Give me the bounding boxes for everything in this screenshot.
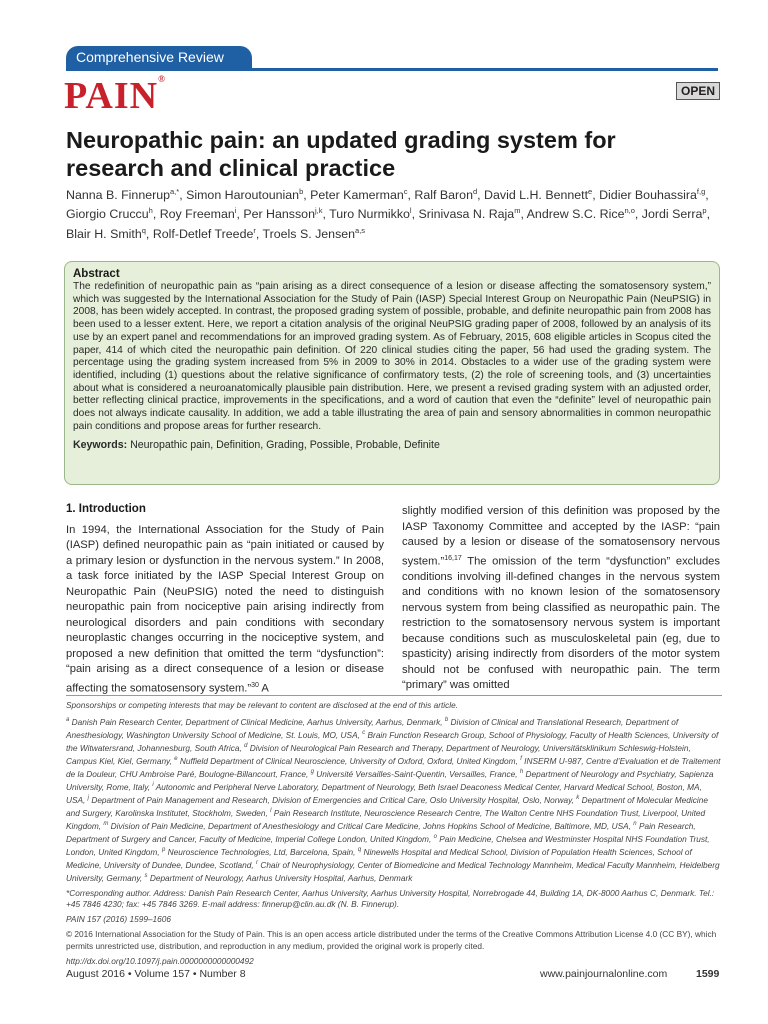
author-affiliation-mark: q	[141, 225, 146, 235]
citation-ref[interactable]: 16,17	[444, 554, 462, 562]
journal-website-link[interactable]: www.painjournalonline.com	[540, 968, 668, 980]
page-number: 1599	[696, 968, 720, 980]
author-name: Giorgio Cruccu	[66, 207, 149, 222]
author-name: Turo Nurmikko	[329, 207, 410, 222]
author-name: David L.H. Bennett	[484, 188, 589, 203]
author-affiliation-mark: d	[472, 187, 478, 196]
author-affiliation-mark: i	[234, 206, 237, 216]
journal-name: PAIN	[64, 75, 159, 117]
author-affiliation-mark: c	[403, 187, 408, 196]
affiliation-text: Pain Research Institute, Neuroscience Research Centre, The Walton Centre NHS Foundation Trust, Liverpool, United Kingdom,	[66, 807, 706, 831]
article-title: Neuropathic pain: an updated grading system for research and clinical practice	[66, 127, 616, 181]
affiliation-text: Ninewells Hospital and Medical School, Division of Population Health Sciences, School of Medicine, University of Dundee, Dundee, Scotland,	[66, 846, 692, 870]
affiliation-key: k	[576, 795, 580, 802]
author-affiliation-mark: r	[253, 225, 256, 235]
section-tab: Comprehensive Review	[66, 46, 252, 68]
citation-line: PAIN 157 (2016) 1599–1606	[66, 914, 172, 925]
affiliation-key: e	[174, 756, 178, 763]
author-name: Troels S. Jensen	[262, 226, 356, 241]
author-affiliation-mark: a,s	[355, 225, 366, 235]
abstract-box	[64, 261, 720, 485]
affiliation-text: Pain Medicine, Chelsea and Westminster Hospital NHS Foundation Trust, London, United Kingdom,	[66, 833, 710, 857]
affiliation-text: Department of Pain Management and Research, Division of Emergencies and Critical Care, Oslo University Hospital, Oslo, Norway,	[89, 794, 577, 805]
affiliation-key: q	[357, 846, 362, 853]
author-affiliation-mark: l	[409, 206, 412, 216]
affiliation-key: p	[161, 846, 166, 853]
intro-text-left-tail: A	[258, 682, 269, 695]
affiliation-text: Brain Function Research Group, School of Physiology, Faculty of Health Sciences, University of the Witwatersrand, Johannesburg, South Africa,	[66, 729, 719, 753]
author-affiliation-mark: p	[702, 206, 707, 216]
affiliation-key: r	[256, 859, 259, 866]
affiliation-key: l	[270, 807, 272, 814]
affiliation-text: Autonomic and Peripheral Nerve Laboratory, Department of Neurology, Beth Israel Deaconess Medical Center, Harvard Medical School, Boston, MA, USA,	[66, 781, 702, 805]
affiliation-text: Department of Neurology, Aarhus University Hospital, Aarhus, Denmark	[147, 872, 413, 883]
author-list: Nanna B. Finnerup$^{a,*}$, Simon Haroutounian$^b$, Peter Kamerman$^c$, Ralf Baron$^d$, David L.H. Bennett$^e$, Didier Bouhassira$^{f,g}$, Giorgio Cruccu$^h$, Roy Freeman$^i$, Per Hansson$^{j,k}$, Turo Nurmikko$^l$, Srinivasa N. Raja$^m$, Andrew S.C. Rice$^{n,o}$, Jordi Serra$^p$, Blair H. Smith$^q$, Rolf-Detlef Treede$^r$, Troels S. Jensen$^{a,s}$	[66, 187, 711, 241]
affiliation-key: a	[66, 717, 70, 724]
affiliation-key: j	[87, 795, 90, 802]
intro-paragraph	[66, 523, 384, 697]
affiliation-text: Nuffield Department of Clinical Neuroscience, University of Oxford, Oxford, United Kingdom,	[177, 755, 521, 766]
license-note: © 2016 International Association for the Study of Pain. This is an open access article distributed under the terms of the Creative Commons Attribution License 4.0 (CC BY), which permits unrestricted use, distribution, and reproduction in any medium, provided the original work is properly cited.	[66, 929, 717, 951]
section-heading-introduction: 1. Introduction	[66, 503, 146, 515]
author-name: Ralf Baron	[414, 188, 473, 203]
journal-logo	[64, 74, 166, 118]
header-rule	[66, 68, 718, 71]
affiliation-key: f	[520, 756, 522, 763]
affiliation-key: d	[244, 743, 248, 750]
affiliation-key: h	[519, 769, 524, 776]
registered-mark: ®	[158, 74, 166, 84]
affiliations	[66, 715, 722, 884]
author-name: Didier Bouhassira	[599, 188, 697, 203]
doi-link[interactable]: http://dx.doi.org/10.1097/j.pain.0000000000000492	[66, 955, 254, 966]
affiliation-text: Danish Pain Research Center, Department of Clinical Medicine, Aarhus University, Aarhus, Denmark,	[69, 716, 445, 727]
author-affiliation-mark: a,*	[170, 187, 180, 196]
author-name: Srinivasa N. Raja	[418, 207, 515, 222]
author-affiliation-mark: j,k	[314, 206, 323, 216]
author-affiliation-mark: n,o	[624, 206, 635, 216]
citation-ref[interactable]: 30	[251, 681, 259, 689]
affiliation-key: g	[310, 769, 314, 776]
author-affiliation-mark: f,g	[696, 187, 706, 196]
keywords-label: Keywords:	[73, 439, 128, 452]
affiliation-key: i	[152, 782, 154, 789]
abstract-heading: Abstract	[73, 268, 120, 280]
author-name: Simon Haroutounian	[186, 188, 300, 203]
affiliation-text: Division of Neurological Pain Research and Therapy, Department of Neurology, Universitätsklinikum Schleswig-Holstein, Campus Kiel, Kiel, Germany,	[66, 742, 691, 766]
author-affiliation-mark: m	[514, 206, 521, 216]
footnotes	[66, 695, 722, 971]
body-column-left	[66, 502, 384, 697]
keywords-list: Neuropathic pain, Definition, Grading, Possible, Probable, Definite	[130, 439, 440, 452]
affiliation-text: INSERM U-987, Centre d’Evaluation et de Traitement de la Douleur, CHU Ambroise Paré, Boulogne-Billancourt, France,	[66, 755, 721, 779]
author-name: Blair H. Smith	[66, 226, 142, 241]
affiliation-key: c	[362, 730, 366, 737]
affiliation-key: b	[444, 717, 449, 724]
affiliation-key: o	[433, 833, 437, 840]
author-name: Nanna B. Finnerup	[66, 188, 171, 203]
intro-paragraph-continued	[402, 504, 720, 694]
intro-text-right-1: slightly modified version of this definition was proposed by the IASP Taxonomy Committee and accepted by the IASP: “pain caused by a lesion or disease of the somatosensory nervous system.”	[402, 505, 720, 568]
sponsorship-note: Sponsorships or competing interests that may be relevant to content are disclosed at the end of this article.	[66, 700, 459, 710]
author-affiliation-mark: b	[299, 187, 304, 196]
affiliation-text: Université Versailles-Saint-Quentin, Versailles, France,	[313, 768, 520, 779]
author-name: Jordi Serra	[641, 207, 703, 222]
intro-text-right-2: The omission of the term “dysfunction” excludes conditions involving ill-defined changes in the nervous system and conditions with no known lesion of the somatosensory nervous system from being classified as neuropathic pain. The restriction to the somatosensory nervous system is important because conditions such as musculoskeletal pain (eg, due to spasticity) arising indirectly from disorders of the motor system should not be confused with neuropathic pain. The term “primary” was omitted	[402, 555, 720, 692]
author-affiliation-mark: h	[148, 206, 153, 216]
issue-info: August 2016 • Volume 157 • Number 8	[66, 968, 246, 980]
intro-text-left: In 1994, the International Association for the Study of Pain (IASP) defined neuropathic pain as “pain initiated or caused by a primary lesion or dysfunction in the nervous system.” In 2008, a task force initiated by the IASP Special Interest Group on Neuropathic Pain (NeuPSIG) noted the need to distinguish neuropathic pain from nociceptive pain arising indirectly from neurological disorders and pain conditions with secondary neuroplastic changes occurring in the nociceptive system, and proposed a new definition that omitted the term “dysfunction”: “pain arising as a direct consequence of a lesion or disease affecting the somatosensory system.”	[66, 523, 384, 695]
author-name: Per Hansson	[243, 207, 315, 222]
affiliation-text: Department of Molecular Medicine and Surgery, Karolinska Institutet, Stockholm, Sweden,	[66, 794, 708, 818]
body-column-right	[402, 504, 720, 694]
open-access-badge: OPEN	[676, 82, 720, 100]
affiliation-text: Pain Research, Department of Surgery and Cancer, Faculty of Medicine, Imperial College London, United Kingdom,	[66, 820, 696, 844]
affiliation-text: Chair of Neurophysiology, Center of Biomedicine and Medical Technology Mannheim, Medical Faculty Mannheim, Heidelberg University, Germany,	[66, 859, 720, 883]
affiliation-text: Division of Pain Medicine, Department of Anesthesiology and Critical Care Medicine, Johns Hopkins School of Medicine, Baltimore, MD, USA,	[108, 820, 634, 831]
affiliation-key: n	[633, 820, 637, 827]
author-affiliation-mark: e	[588, 187, 593, 196]
abstract-text: The redefinition of neuropathic pain as “pain arising as a direct consequence of a lesion or disease affecting the somatosensory system,” which was suggested by the International Association for the Study of Pain (IASP) Special Interest Group on Neuropathic Pain (NeuPSIG) in 2008, has been widely accepted. In contrast, the proposed grading system of possible, probable, and definite neuropathic pain from 2008 has been used to a lesser extent. Here, we report a citation analysis of the original NeuPSIG grading paper of 2008, followed by an analysis of its use by an expert panel and recommendations for an improved grading system. As of February, 2015, 608 eligible articles in Scopus cited the paper, 414 of which cited the neuropathic pain definition. Of 220 clinical studies citing the paper, 56 had used the grading system. The percentage using the grading system increased from 5% in 2009 to 30% in 2014. Obstacles to a wider use of the grading system were identified, including (1) questions about the relative significance of confirmatory tests, (2) the role of screening tools, and (3) uncertainties about what is considered a neuroanatomically plausible pain distribution. Here, we present a revised grading system with an adjusted order, better reflecting clinical practice, improvements in the specifications, and a word of caution that even the “definite” level of neuropathic pain does not always indicate causality. In addition, we add a table illustrating the area of pain and sensory abnormalities in common neuropathic pain conditions and propose areas for further research.	[73, 281, 711, 432]
affiliation-text: Department of Neurology and Psychiatry, Sapienza University, Rome, Italy,	[66, 768, 714, 792]
corresponding-author: *Corresponding author. Address: Danish Pain Research Center, Aarhus University, Aarhus University Hospital, Norrebrogade 44, Building 1A, DK-8000 Aarhus C, Denmark. Tel.: +45 7846 4230; fax: +45 7846 3269. E-mail address: finnerup@clin.au.dk (N. B. Finnerup).	[66, 887, 715, 909]
author-name: Rolf-Detlef Treede	[152, 226, 254, 241]
author-name: Andrew S.C. Rice	[526, 207, 625, 222]
author-name: Roy Freeman	[159, 207, 235, 222]
affiliation-key: m	[103, 820, 109, 827]
keywords	[73, 439, 711, 451]
author-name: Peter Kamerman	[310, 188, 404, 203]
affiliation-text: Division of Clinical and Translational Research, Department of Anesthesiology, Washington University School of Medicine, St. Louis, MO, USA,	[66, 716, 679, 740]
affiliation-text: Neuroscience Technologies, Ltd, Barcelona, Spain,	[165, 846, 358, 857]
affiliation-key: s	[144, 872, 148, 879]
